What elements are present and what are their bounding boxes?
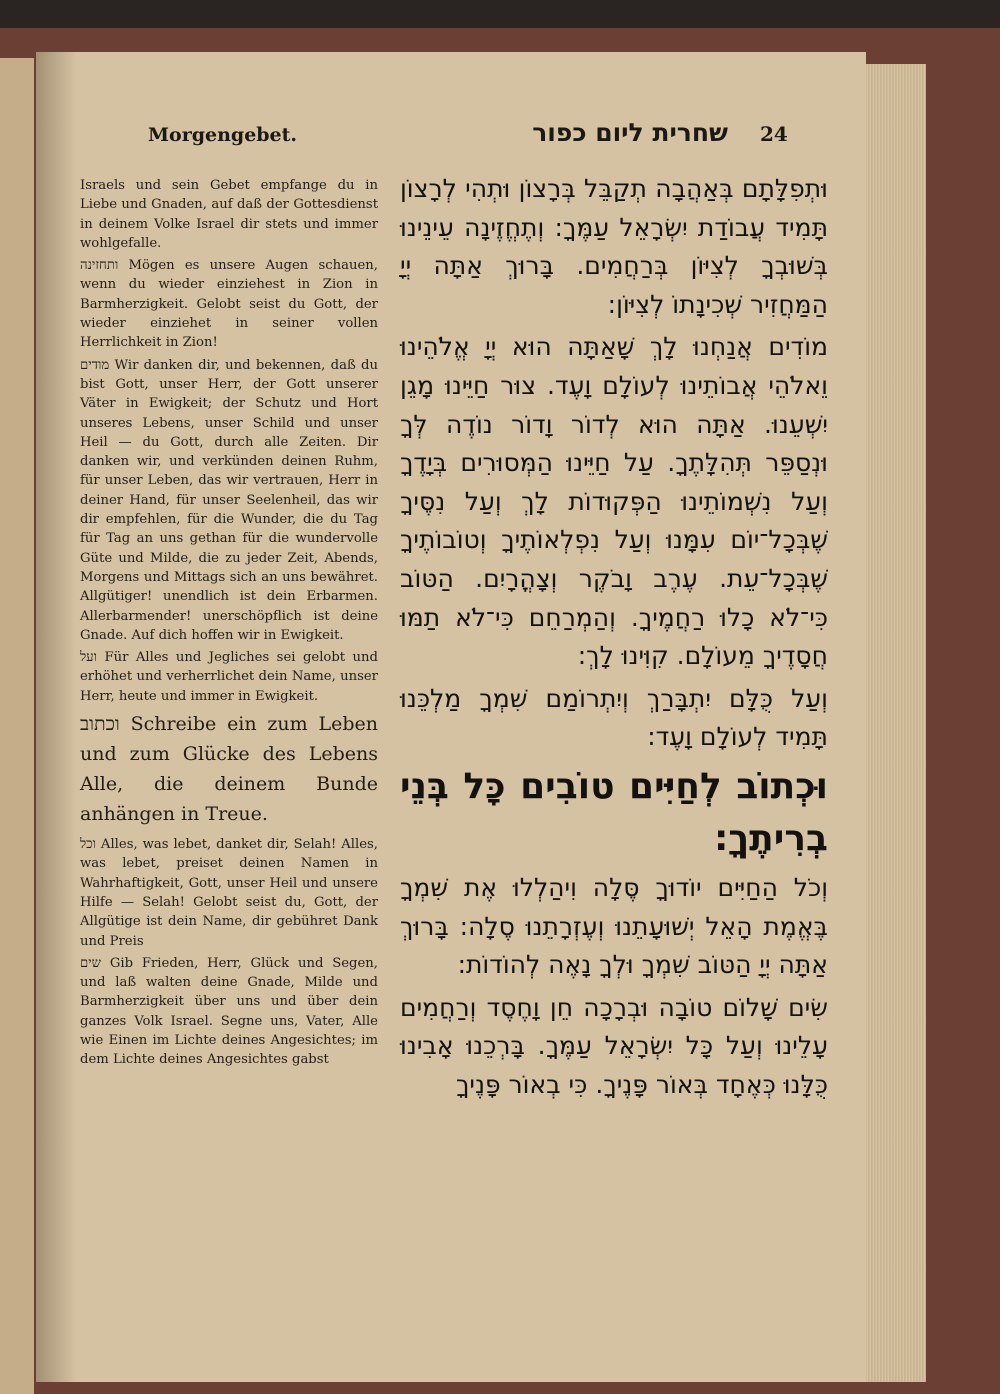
german-paragraph: וכל Alles, was lebet, danket dir, Selah! Alles, was lebet, preiset deinen Namen in Wahrhaftigkeit, Gott, unser Heil und unsere Hilfe — Selah! Gelobt seist du, Gott, der Allgütige ist dein Name, dir gebühret Dank und Preis <box>80 837 378 949</box>
page-number: 24 <box>760 122 788 146</box>
hebrew-paragraph: וְעַל כֻּלָּם יִתְבָּרַךְ וְיִתְרוֹמַם שִׁמְךָ מַלְכֵּנוּ תָּמִיד לְעוֹלָם וָעֶד: <box>400 683 828 752</box>
gutter-shadow <box>36 52 76 1382</box>
running-header-hebrew: שחרית ליום כפור <box>532 118 728 147</box>
german-paragraph: ותחזינה Mögen es unsere Augen schauen, wenn du wieder einziehest in Zion in Barmherzigkeit. Gelobt seist du Gott, der wieder einziehet in seiner vollen Herrlichkeit in Zion! <box>80 258 378 351</box>
hebrew-paragraph: וְכֹל הַחַיִּים יוֹדוּךָ סֶּלָה וִיהַלְלוּ אֶת שִׁמְךָ בֶּאֱמֶת הָאֵל יְשׁוּעָתֵנוּ וְעֶזְרָתֵנוּ סֶלָה: בָּרוּךְ אַתָּה יְיָ הַטּוֹב שִׁמְךָ וּלְךָ נָאֶה לְהוֹדוֹת: <box>400 872 828 980</box>
german-translation-column <box>80 176 378 1073</box>
page-block-edges <box>866 64 926 1382</box>
hebrew-paragraph-large: וּכְתוֹב לְחַיִּים טוֹבִים כָּל בְּנֵי בְרִיתֶךָ: <box>400 765 828 859</box>
german-paragraph: שים Gib Frieden, Herr, Glück und Segen, und laß walten deine Gnade, Milde und Barmherzigkeit über uns und über dein ganzes Volk Israel. Segne uns, Vater, Alle wie Einen im Lichte deines Angesichtes; im dem Lichte deines Angesichtes gabst <box>80 955 378 1068</box>
german-paragraph: מודים Wir danken dir, und bekennen, daß du bist Gott, unser Herr, der Gott unserer Väter in Ewigkeit; der Schutz und Hort unseres Lebens, unser Schild und unser Heil — du Gott, durch alle Zeiten. Dir danken wir, und verkünden deinen Ruhm, für unser Leben, das wir vertrauen, Herr in deiner Hand, für unser Seelenheil, das wir dir empfehlen, für die Wunder, die du Tag für Tag an uns gethan für die wundervolle Güte und Milde, die zu jeder Zeit, Abends, Morgens und Mittags sich an uns bewähret. Allgütiger! unendlich ist dein Erbarmen. Allerbarmender! unerschöpflich ist deine Gnade. Auf dich hoffen wir in Ewigkeit. <box>80 357 378 643</box>
german-paragraph-large: וכתוב Schreibe ein zum Leben und zum Glücke des Lebens Alle, die deinem Bunde anhängen in Treue. <box>80 713 378 826</box>
hebrew-paragraph: מוֹדִים אֲנַחְנוּ לָךְ שָׁאַתָּה הוּא יְיָ אֱלֹהֵינוּ וֵאלֹהֵי אֲבוֹתֵינוּ לְעוֹלָם וָעֶד. צוּר חַיֵּינוּ מָגֵן יִשְׁעֵנוּ. אַתָּה הוּא לְדוֹר וָדוֹר נוֹדֶה לְּךָ וּנְסַפֵּר תְּהִלָּתֶךָ. עַל חַיֵּינוּ הַמְּסוּרִים בְּיָדֶךָ וְעַל נִשְׁמוֹתֵינוּ הַפְּקוּדוֹת לָךְ וְעַל נִסֶּיךָ שֶׁבְּכָל־יוֹם עִמָּנוּ וְעַל נִפְלְאוֹתֶיךָ וְטוֹבוֹתֶיךָ שֶׁבְּכָל־עֵת. עֶרֶב וָבֹקֶר וְצָהֳרָיִם. הַטּוֹב כִּי־לֹא כָלוּ רַחֲמֶיךָ. וְהַמְרַחֵם כִּי־לֹא תַמּוּ חֲסָדֶיךָ מֵעוֹלָם. קִוִּינוּ לָךְ: <box>400 332 828 671</box>
hebrew-prayer-column <box>400 170 828 1104</box>
german-paragraph: Israels und sein Gebet empfange du in Liebe und Gnaden, auf daß der Gottesdienst in deinem Volke Israel dir stets und immer wohlgefalle. <box>80 178 378 251</box>
hebrew-paragraph: וּתְפִלָּתָם בְּאַהֲבָה תְקַבֵּל בְּרָצוֹן וּתְהִי לְרָצוֹן תָּמִיד עֲבוֹדַת יִשְׂרָאֵל עַמֶּךָ: וְתֶחֱזֶינָה עֵינֵינוּ בְּשׁוּבְךָ לְצִיּוֹן בְּרַחֲמִים. בָּרוּךְ אַתָּה יְיָ הַמַּחֲזִיר שְׁכִינָתוֹ לְצִיּוֹן: <box>400 174 828 319</box>
hebrew-paragraph: שִׂים שָׁלוֹם טוֹבָה וּבְרָכָה חֵן וָחֶסֶד וְרַחֲמִים עָלֵינוּ וְעַל כָּל יִשְׂרָאֵל עַמֶּךָ. בָּרְכֵנוּ אָבִינוּ כֻּלָּנוּ כְּאֶחָד בְּאוֹר פָּנֶיךָ. כִּי בְאוֹר פָּנֶיךָ <box>400 992 828 1099</box>
left-page-edge <box>0 58 34 1394</box>
running-header-german: Morgengebet. <box>148 124 298 146</box>
german-paragraph: ועל Für Alles und Jegliches sei gelobt und erhöhet und verherrlichet dein Name, unser Herr, heute und immer in Ewigkeit. <box>80 650 378 704</box>
